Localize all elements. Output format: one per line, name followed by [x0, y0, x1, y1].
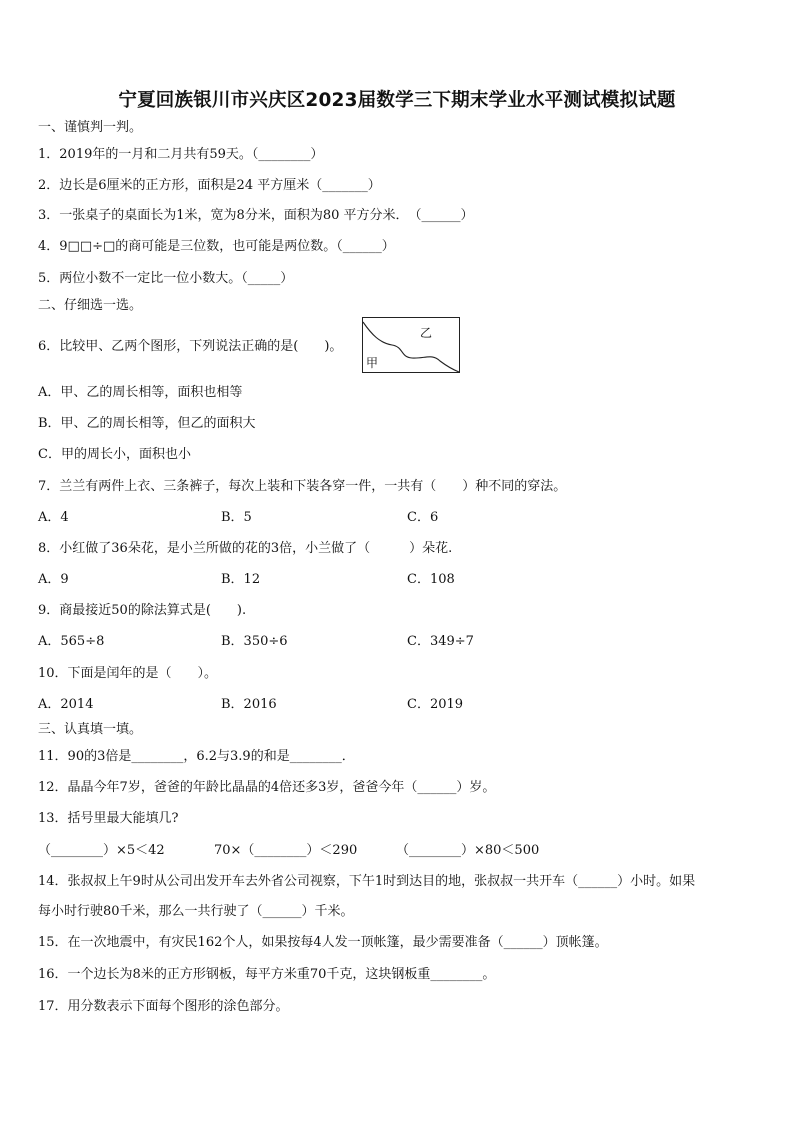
question-5: 5．两位小数不一定比一位小数大。（_____） [38, 271, 294, 286]
section-heading-judge: 一、谨慎判一判。 [38, 120, 143, 135]
question-6-option-b: B．甲、乙的周长相等，但乙的面积大 [38, 416, 256, 431]
question-9-option-b: B．350÷6 [221, 634, 288, 649]
question-13-part-a: （________）×5＜42 [38, 843, 165, 858]
question-10-option-a: A．2014 [38, 697, 94, 712]
question-6-option-c: C．甲的周长小，面积也小 [38, 447, 191, 462]
question-10-option-c: C．2019 [407, 697, 464, 712]
question-8-option-c: C．108 [407, 572, 455, 587]
question-9-option-c: C．349÷7 [407, 634, 474, 649]
question-1: 1．2019年的一月和二月共有59天。（________） [38, 147, 324, 162]
figure-label-yi: 乙 [420, 326, 433, 340]
question-7-option-a: A．4 [38, 510, 69, 525]
question-13-part-b: 70×（________）＜290 [214, 843, 358, 858]
section-heading-choose: 二、仔细选一选。 [38, 298, 143, 313]
question-14-line-1: 14．张叔叔上午9时从公司出发开车去外省公司视察，下午1时到达目的地，张叔叔一共开车（______）小时。如果 [38, 874, 696, 889]
question-6: 6．比较甲、乙两个图形，下列说法正确的是( )。 [38, 339, 343, 354]
question-10-option-b: B．2016 [221, 697, 277, 712]
page-title: 宁夏回族银川市兴庆区2023届数学三下期末学业水平测试模拟试题 [118, 90, 676, 111]
question-12: 12．晶晶今年7岁，爸爸的年龄比晶晶的4倍还多3岁，爸爸今年（______）岁。 [38, 780, 496, 795]
question-7-option-b: B．5 [221, 510, 252, 525]
question-8: 8．小红做了36朵花，是小兰所做的花的3倍，小兰做了（ ）朵花. [38, 541, 453, 556]
section-heading-fill: 三、认真填一填。 [38, 722, 143, 737]
question-3: 3．一张桌子的桌面长为1米，宽为8分米，面积为80 平方分米． （______） [38, 208, 474, 223]
question-4: 4．9□□÷□的商可能是三位数，也可能是两位数。（______） [38, 239, 395, 254]
question-2: 2．边长是6厘米的正方形，面积是24 平方厘米（_______） [38, 178, 381, 193]
figure-label-jia: 甲 [366, 356, 379, 370]
question-8-option-b: B．12 [221, 572, 261, 587]
question-7-option-c: C．6 [407, 510, 439, 525]
question-13-part-c: （________）×80＜500 [396, 843, 540, 858]
question-9: 9．商最接近50的除法算式是( ). [38, 603, 247, 618]
question-14-line-2: 每小时行驶80千米，那么一共行驶了（______）千米。 [38, 904, 354, 919]
question-6-option-a: A．甲、乙的周长相等，面积也相等 [38, 385, 243, 400]
question-11: 11．90的3倍是________，6.2与3.9的和是________． [38, 749, 355, 764]
question-8-option-a: A．9 [38, 572, 69, 587]
figure-jia-yi [362, 317, 460, 373]
question-17: 17．用分数表示下面每个图形的涂色部分。 [38, 999, 289, 1014]
question-13: 13．括号里最大能填几? [38, 811, 179, 826]
question-7: 7．兰兰有两件上衣、三条裤子，每次上装和下装各穿一件，一共有（ ）种不同的穿法。 [38, 479, 567, 494]
question-16: 16．一个边长为8米的正方形钢板，每平方米重70千克，这块钢板重________。 [38, 967, 496, 982]
question-15: 15．在一次地震中，有灾民162个人，如果按每4人发一顶帐篷，最少需要准备（______）顶帐篷。 [38, 935, 608, 950]
question-9-option-a: A．565÷8 [38, 634, 105, 649]
question-10: 10．下面是闰年的是（ ）。 [38, 666, 218, 681]
